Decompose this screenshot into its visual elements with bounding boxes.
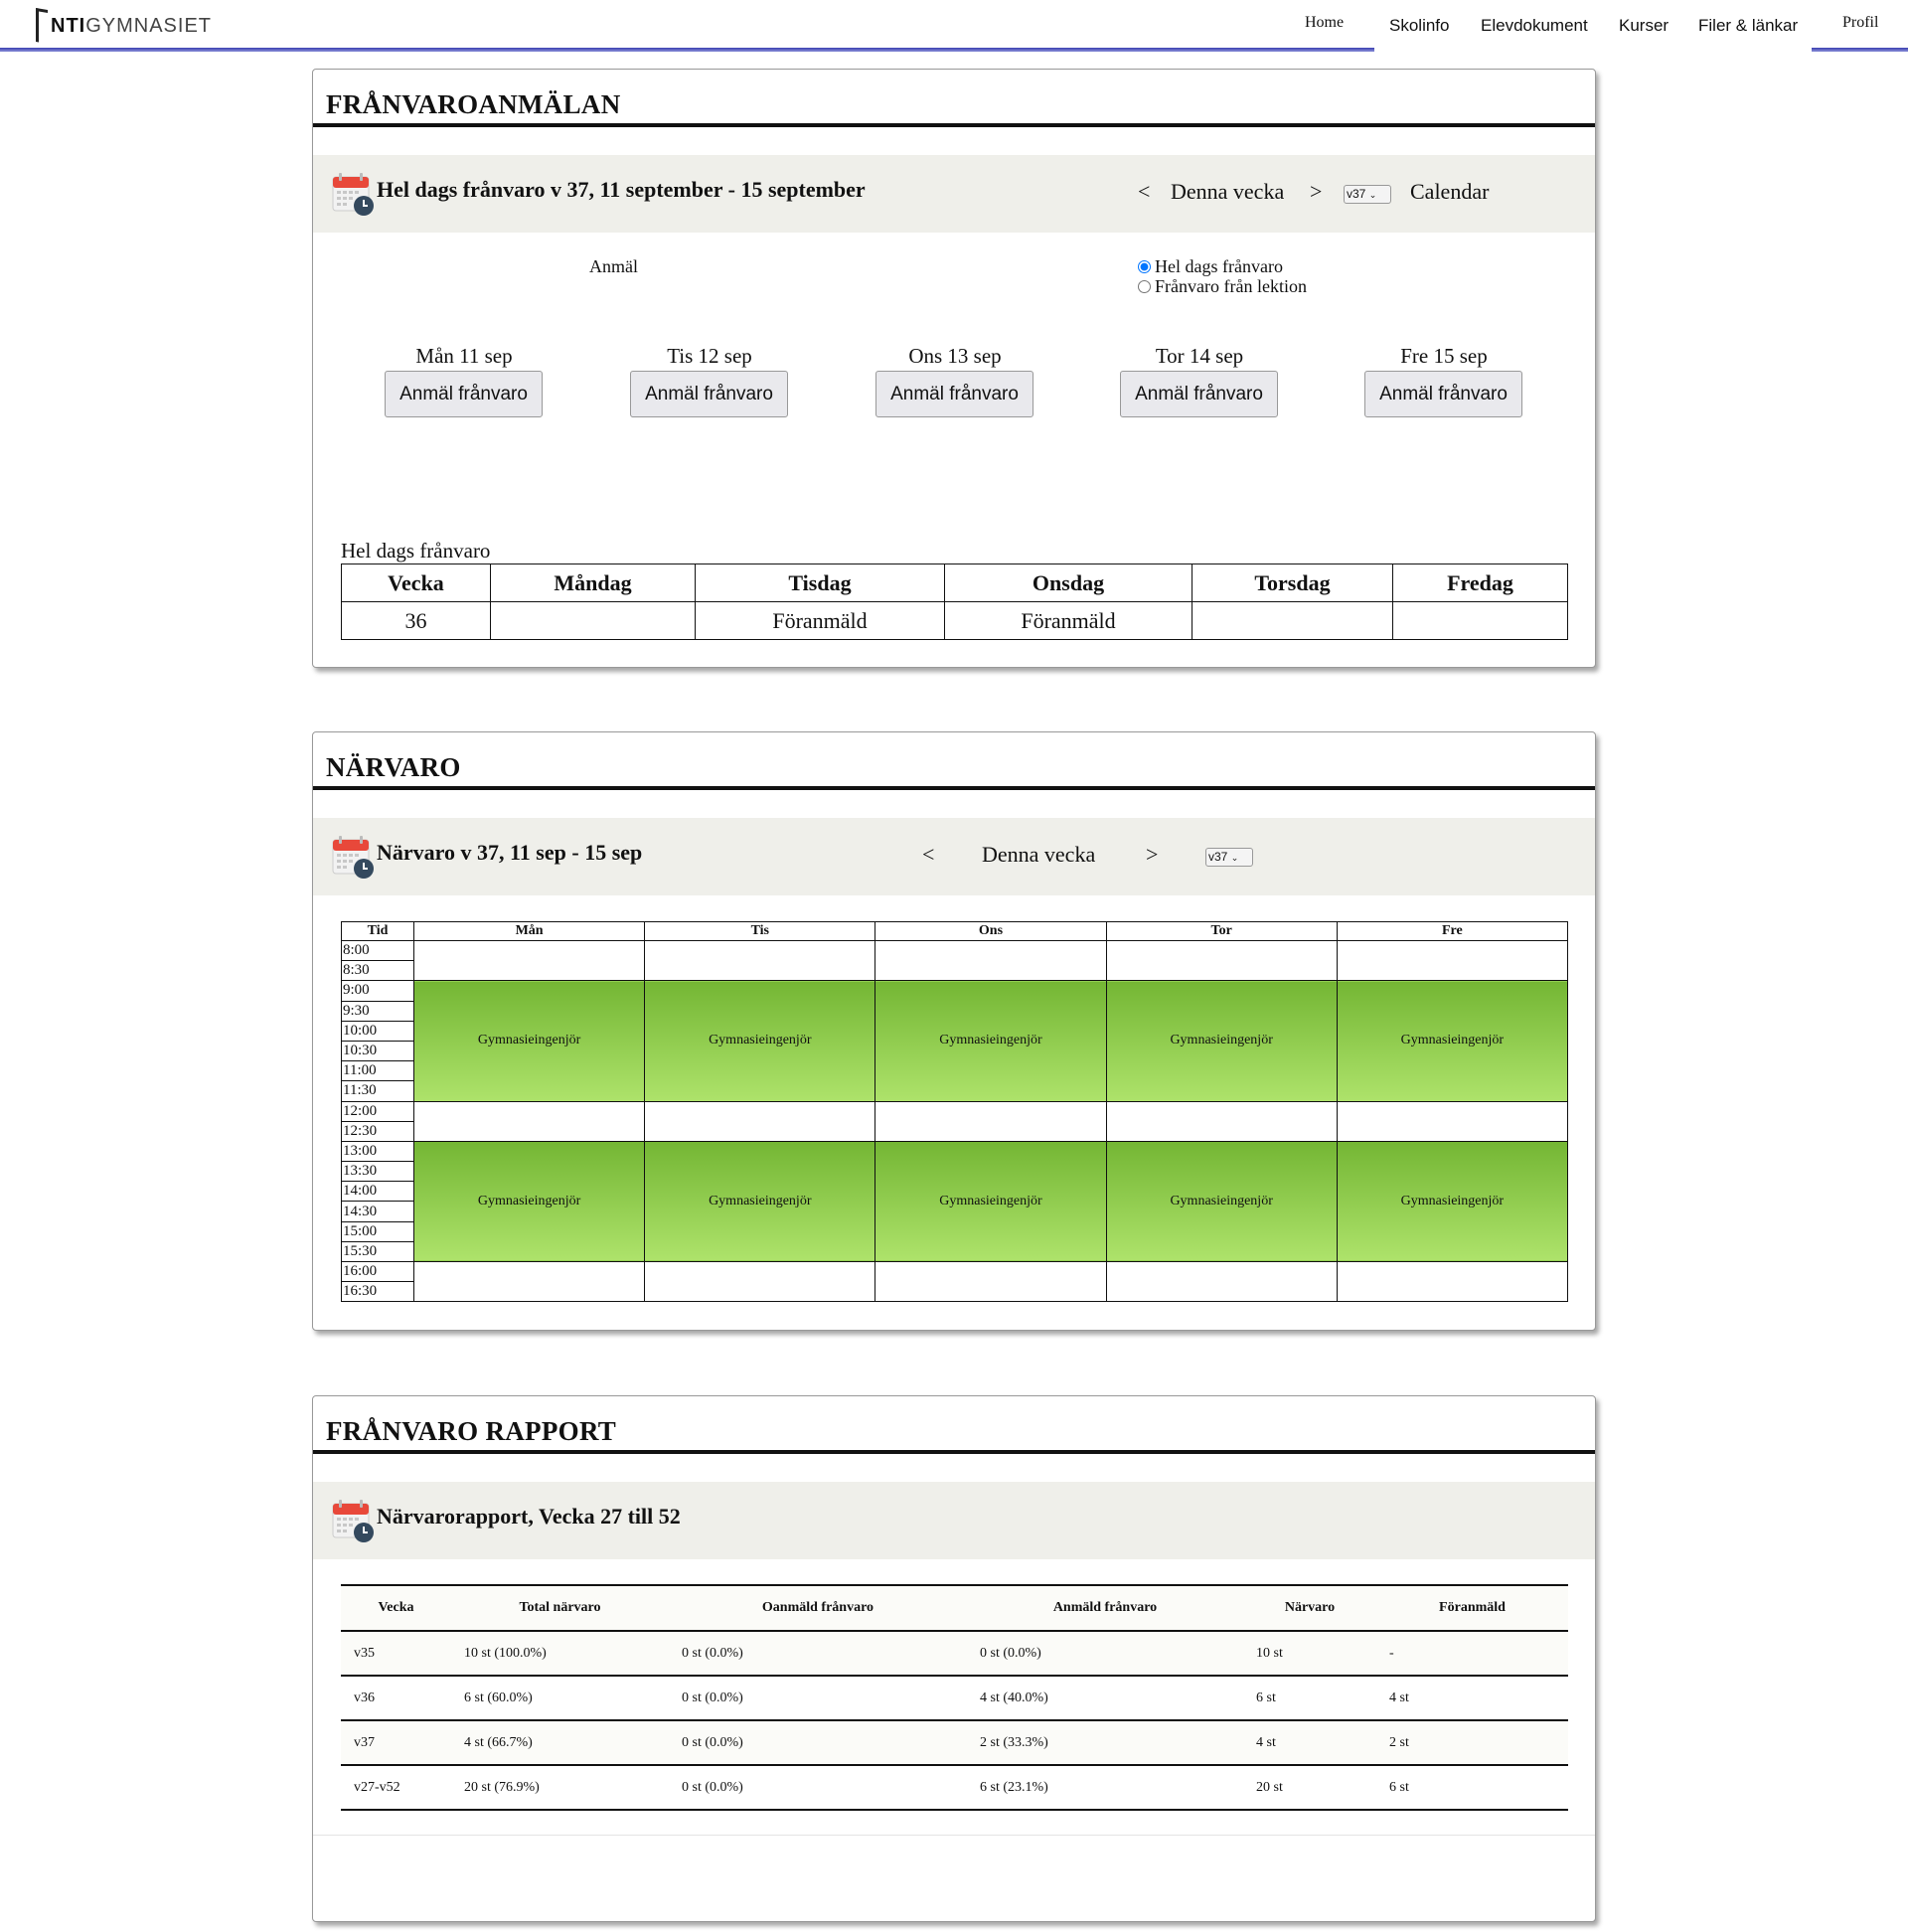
nav-skolinfo[interactable]: Skolinfo [1389, 16, 1450, 35]
empty-slot [1337, 1101, 1567, 1141]
col-header: Torsdag [1192, 564, 1393, 602]
time-cell: 16:30 [342, 1282, 414, 1302]
title-rule [313, 786, 1595, 790]
col-header: Fredag [1393, 564, 1568, 602]
cell: 6 st (60.0%) [451, 1676, 669, 1720]
logo-mark-icon [36, 8, 48, 44]
report-title: Närvarorapport, Vecka 27 till 52 [377, 1504, 681, 1529]
empty-slot [645, 941, 875, 981]
calendar-clock-icon [331, 834, 377, 880]
cell: 20 st [1243, 1765, 1376, 1810]
time-cell: 15:30 [342, 1241, 414, 1261]
report-absence-button[interactable]: Anmäl frånvaro [1120, 371, 1278, 417]
empty-slot [645, 1101, 875, 1141]
cell: 2 st (33.3%) [967, 1720, 1243, 1765]
col-header: Föranmäld [1376, 1585, 1568, 1631]
col-header: Onsdag [945, 564, 1192, 602]
cell: - [1376, 1631, 1568, 1676]
col-header: Tor [1106, 922, 1337, 941]
week-select-value: v37 [1347, 187, 1366, 201]
week-title: Närvaro v 37, 11 sep - 15 sep [377, 840, 643, 865]
title-rule [313, 123, 1595, 127]
nav-filer-lankar[interactable]: Filer & länkar [1698, 16, 1799, 35]
lesson-block[interactable]: Gymnasieingenjör [645, 981, 875, 1101]
nav-active-gap [1374, 48, 1812, 52]
this-week-button[interactable]: Denna vecka [982, 842, 1096, 867]
week-select-value: v37 [1208, 850, 1228, 864]
col-header: Fre [1337, 922, 1567, 941]
chevron-down-icon: ⌄ [1368, 190, 1377, 200]
narvaro-card [312, 731, 1596, 1331]
empty-slot [645, 1262, 875, 1302]
cell: 0 st (0.0%) [967, 1631, 1243, 1676]
cell: 0 st (0.0%) [669, 1765, 967, 1810]
empty-slot [414, 1101, 645, 1141]
lesson-block[interactable]: Gymnasieingenjör [1106, 1141, 1337, 1261]
col-header: Måndag [491, 564, 696, 602]
report-header [313, 1482, 1595, 1559]
cell [1393, 602, 1568, 640]
time-cell: 10:30 [342, 1041, 414, 1060]
attendance-report-table [341, 1584, 1568, 1811]
table-row [342, 602, 1568, 640]
timetable-row [342, 981, 1568, 1001]
radio-hel-dag[interactable] [1138, 256, 1283, 277]
day-label: Fre 15 sep [1400, 344, 1488, 368]
timetable [341, 921, 1568, 1302]
empty-slot [1337, 941, 1567, 981]
report-absence-button[interactable]: Anmäl frånvaro [630, 371, 788, 417]
cell: 4 st (66.7%) [451, 1720, 669, 1765]
footer-divider [313, 1835, 1595, 1836]
report-absence-button[interactable]: Anmäl frånvaro [875, 371, 1034, 417]
lesson-block[interactable]: Gymnasieingenjör [414, 981, 645, 1101]
empty-slot [875, 941, 1106, 981]
time-cell: 8:00 [342, 941, 414, 961]
timetable-row [342, 1141, 1568, 1161]
radio-lektion[interactable] [1138, 276, 1307, 297]
franvaro-rapport-card [312, 1395, 1596, 1922]
time-cell: 16:00 [342, 1262, 414, 1282]
time-cell: 13:00 [342, 1141, 414, 1161]
time-cell: 11:00 [342, 1061, 414, 1081]
week-select[interactable] [1205, 848, 1253, 867]
col-header: Oanmäld frånvaro [669, 1585, 967, 1631]
day-label: Tis 12 sep [667, 344, 752, 368]
col-header: Närvaro [1243, 1585, 1376, 1631]
next-week-button[interactable]: > [1146, 842, 1159, 867]
title-rule [313, 1450, 1595, 1454]
table-caption: Hel dags frånvaro [341, 539, 491, 563]
section-title: FRÅNVAROANMÄLAN [326, 89, 621, 119]
lesson-block[interactable]: Gymnasieingenjör [1337, 1141, 1567, 1261]
week-header [313, 818, 1595, 895]
radio-label: Hel dags frånvaro [1155, 256, 1283, 276]
empty-slot [875, 1262, 1106, 1302]
logo-text-bold: NTI [51, 14, 86, 37]
calendar-clock-icon [331, 171, 377, 217]
cell: Föranmäld [696, 602, 945, 640]
col-header: Tisdag [696, 564, 945, 602]
lesson-block[interactable]: Gymnasieingenjör [1337, 981, 1567, 1101]
empty-slot [414, 941, 645, 981]
nav-home[interactable]: Home [1305, 14, 1345, 31]
cell: 0 st (0.0%) [669, 1720, 967, 1765]
franvaroanmalan-card [312, 69, 1596, 668]
time-cell: 13:30 [342, 1162, 414, 1182]
cell [491, 602, 696, 640]
cell: 0 st (0.0%) [669, 1631, 967, 1676]
lesson-block[interactable]: Gymnasieingenjör [1106, 981, 1337, 1101]
cell: 10 st [1243, 1631, 1376, 1676]
cell: v37 [341, 1720, 451, 1765]
empty-slot [1106, 1262, 1337, 1302]
logo-text: GYMNASIET [85, 14, 213, 37]
time-cell: 9:30 [342, 1001, 414, 1021]
col-header: Tis [645, 922, 875, 941]
cell: 20 st (76.9%) [451, 1765, 669, 1810]
timetable-row [342, 941, 1568, 961]
this-week-button[interactable]: Denna vecka [1171, 179, 1285, 204]
nav-kurser[interactable]: Kurser [1619, 16, 1670, 35]
col-header: Tid [342, 922, 414, 941]
section-title: FRÅNVARO RAPPORT [326, 1416, 617, 1446]
cell: 10 st (100.0%) [451, 1631, 669, 1676]
calendar-link[interactable]: Calendar [1410, 179, 1490, 204]
radio-label: Frånvaro från lektion [1155, 276, 1307, 296]
cell: 6 st (23.1%) [967, 1765, 1243, 1810]
cell: 6 st [1376, 1765, 1568, 1810]
cell: 6 st [1243, 1676, 1376, 1720]
cell: v36 [341, 1676, 451, 1720]
radio-lektion-input[interactable] [1138, 280, 1151, 293]
radio-hel-dag-input[interactable] [1138, 260, 1151, 273]
time-cell: 15:00 [342, 1221, 414, 1241]
empty-slot [1337, 1262, 1567, 1302]
cell [1192, 602, 1393, 640]
empty-slot [1106, 941, 1337, 981]
time-cell: 12:00 [342, 1101, 414, 1121]
cell: 4 st [1376, 1676, 1568, 1720]
lesson-block[interactable]: Gymnasieingenjör [645, 1141, 875, 1261]
lesson-block[interactable]: Gymnasieingenjör [875, 1141, 1106, 1261]
next-week-button[interactable]: > [1310, 179, 1323, 204]
cell: 0 st (0.0%) [669, 1676, 967, 1720]
cell: v35 [341, 1631, 451, 1676]
time-cell: 9:00 [342, 981, 414, 1001]
col-header: Mån [414, 922, 645, 941]
week-title: Hel dags frånvaro v 37, 11 september - 15 september [377, 177, 866, 202]
prev-week-button[interactable]: < [1138, 179, 1151, 204]
top-nav [0, 0, 1908, 52]
week-select[interactable] [1344, 185, 1391, 204]
nav-elevdokument[interactable]: Elevdokument [1481, 16, 1588, 35]
lesson-block[interactable]: Gymnasieingenjör [414, 1141, 645, 1261]
col-header: Anmäld frånvaro [967, 1585, 1243, 1631]
cell: Föranmäld [945, 602, 1192, 640]
full-day-absence-table [341, 564, 1568, 640]
prev-week-button[interactable]: < [922, 842, 935, 867]
col-header: Ons [875, 922, 1106, 941]
logo[interactable] [36, 8, 212, 44]
timetable-row [342, 1262, 1568, 1282]
cell: 2 st [1376, 1720, 1568, 1765]
cell: 4 st [1243, 1720, 1376, 1765]
section-title: NÄRVARO [326, 752, 461, 782]
time-cell: 14:00 [342, 1182, 414, 1202]
empty-slot [1106, 1101, 1337, 1141]
day-label: Ons 13 sep [908, 344, 1002, 368]
col-header: Vecka [342, 564, 491, 602]
calendar-clock-icon [331, 1498, 377, 1543]
cell: v27-v52 [341, 1765, 451, 1810]
cell: 36 [342, 602, 491, 640]
time-cell: 8:30 [342, 961, 414, 981]
table-row [341, 1631, 1568, 1676]
col-header: Total närvaro [451, 1585, 669, 1631]
week-header [313, 155, 1595, 233]
timetable-row [342, 1101, 1568, 1121]
day-label: Mån 11 sep [415, 344, 513, 368]
table-row [341, 1765, 1568, 1810]
anmal-label: Anmäl [589, 256, 638, 276]
lesson-block[interactable]: Gymnasieingenjör [875, 981, 1106, 1101]
day-label: Tor 14 sep [1155, 344, 1244, 368]
report-absence-button[interactable]: Anmäl frånvaro [1364, 371, 1522, 417]
empty-slot [414, 1262, 645, 1302]
time-cell: 11:30 [342, 1081, 414, 1101]
time-cell: 12:30 [342, 1121, 414, 1141]
cell: 4 st (40.0%) [967, 1676, 1243, 1720]
report-absence-button[interactable]: Anmäl frånvaro [385, 371, 543, 417]
time-cell: 10:00 [342, 1021, 414, 1041]
table-row [341, 1720, 1568, 1765]
nav-profil[interactable]: Profil [1842, 14, 1879, 31]
table-row [341, 1676, 1568, 1720]
empty-slot [875, 1101, 1106, 1141]
chevron-down-icon: ⌄ [1230, 853, 1239, 863]
col-header: Vecka [341, 1585, 451, 1631]
time-cell: 14:30 [342, 1202, 414, 1221]
